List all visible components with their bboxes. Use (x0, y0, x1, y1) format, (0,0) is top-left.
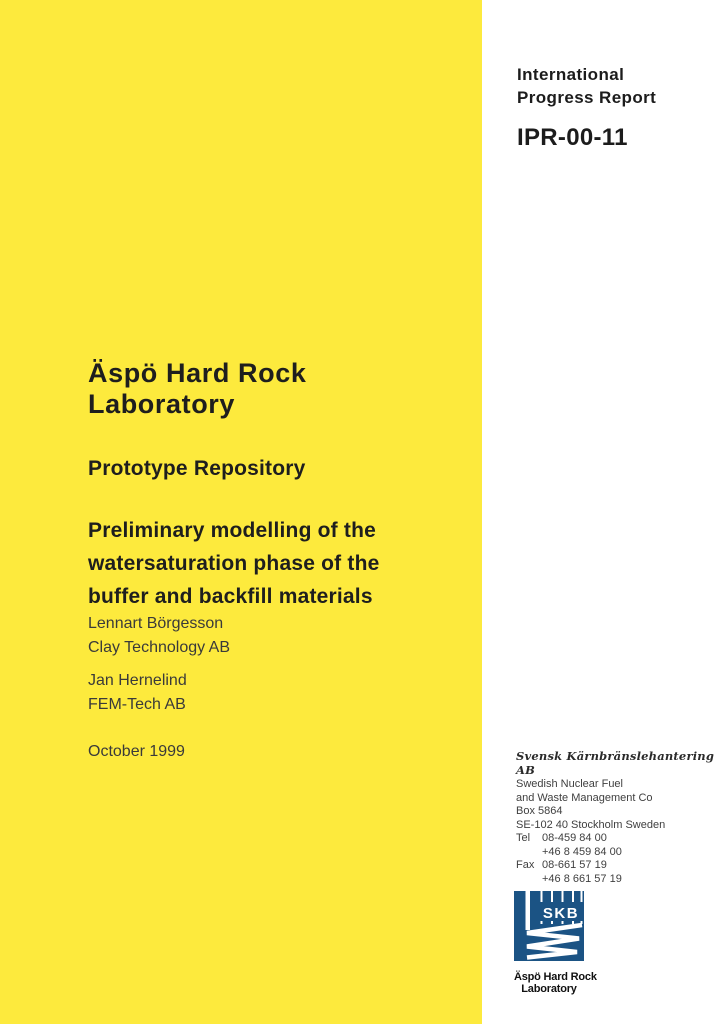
company-name: Svensk Kärnbränslehantering AB (516, 749, 715, 777)
tel-number: 08-459 84 00 (542, 832, 607, 844)
fax-number: 08-661 57 19 (542, 859, 607, 871)
subtitle-line: watersaturation phase of the (88, 552, 380, 575)
company-info (516, 750, 716, 886)
report-type-line1: International (517, 65, 625, 84)
report-subtitle (88, 514, 458, 613)
subtitle-line: buffer and backfill materials (88, 585, 373, 608)
skb-logo-text: SKB (542, 905, 580, 922)
logo-caption-line2: Laboratory (521, 983, 577, 995)
author-affiliation: FEM-Tech AB (88, 696, 186, 713)
fax-label-spacer (516, 873, 542, 887)
author-name: Lennart Börgesson (88, 615, 224, 632)
skb-logo-icon (514, 891, 584, 961)
subtitle-line: Preliminary modelling of the (88, 519, 376, 542)
title-block (88, 358, 458, 613)
author-affiliation: Clay Technology AB (88, 639, 231, 656)
authors-block (88, 612, 230, 726)
fax-label: Fax (516, 859, 535, 871)
fax-row-intl (516, 873, 716, 887)
company-desc-line: Swedish Nuclear Fuel (516, 778, 623, 790)
company-desc-line: and Waste Management Co (516, 791, 653, 804)
report-type-line2: Progress Report (517, 88, 657, 107)
tel-row (516, 832, 716, 846)
publication-date: October 1999 (88, 743, 185, 760)
fax-row (516, 859, 716, 873)
company-address-line: SE-102 40 Stockholm Sweden (516, 818, 666, 831)
report-type (517, 63, 656, 109)
tel-label: Tel (516, 832, 531, 844)
report-number: IPR-00-11 (517, 124, 628, 151)
author-group (88, 612, 230, 660)
report-header (517, 63, 656, 152)
logo-caption (514, 971, 597, 995)
tel-number-intl: +46 8 459 84 00 (542, 845, 622, 858)
skb-logo-block (514, 891, 597, 995)
logo-caption-line1: Äspö Hard Rock (514, 971, 597, 983)
company-address-line: Box 5864 (516, 805, 563, 817)
project-title: Prototype Repository (88, 457, 306, 480)
tel-label-spacer (516, 846, 542, 860)
author-group (88, 669, 230, 717)
tel-row-intl (516, 846, 716, 860)
author-name: Jan Hernelind (88, 672, 187, 689)
fax-number-intl: +46 8 661 57 19 (542, 872, 622, 885)
main-title: Äspö Hard Rock Laboratory (88, 358, 307, 419)
